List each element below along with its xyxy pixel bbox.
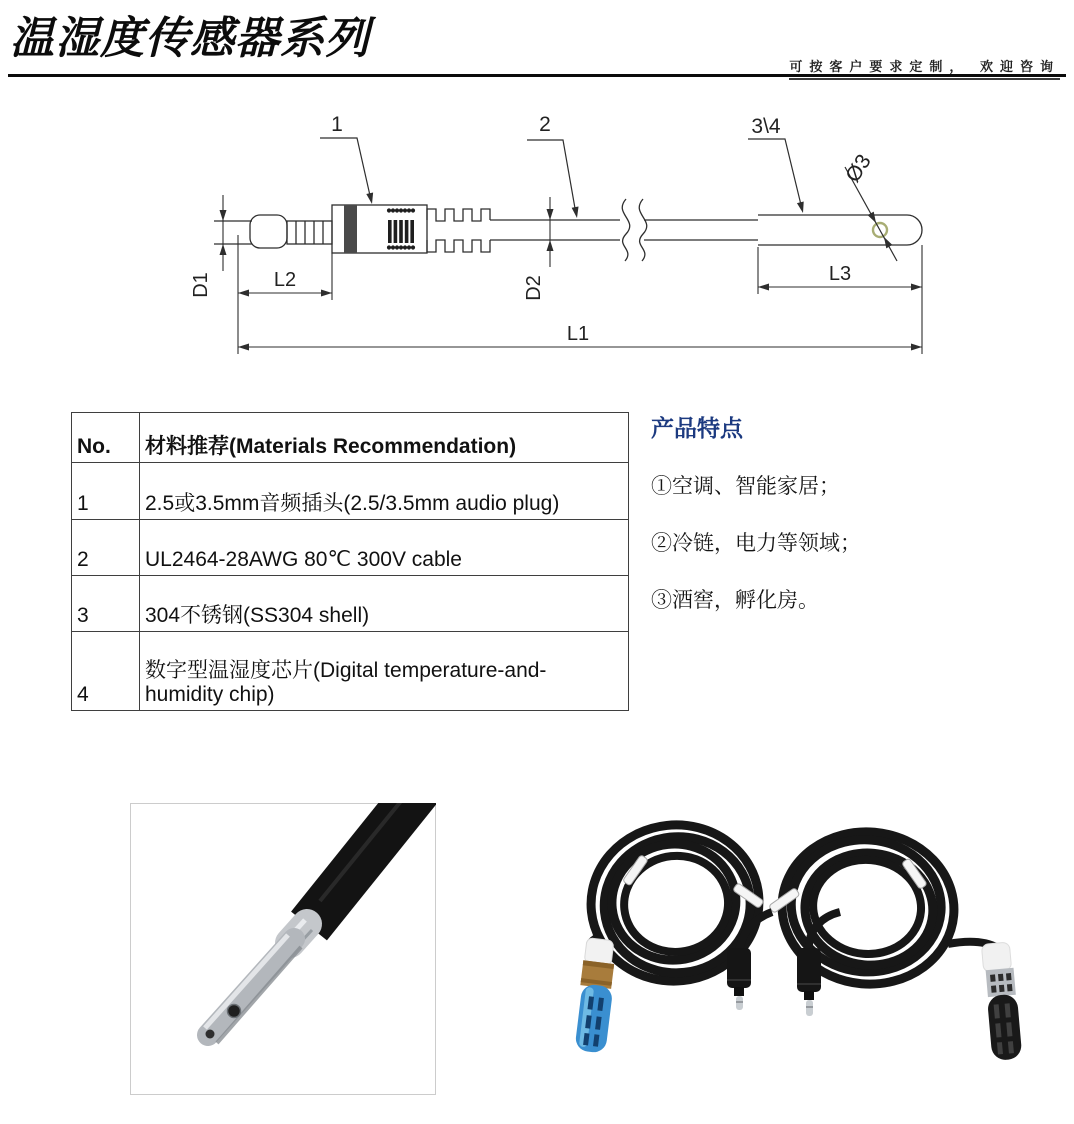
cable-break-icon xyxy=(622,199,630,261)
probe-shell xyxy=(758,215,922,245)
black-sensor-probe xyxy=(981,942,1022,1061)
strain-relief xyxy=(427,209,490,221)
row-no: 3 xyxy=(72,576,140,632)
dimension-l1-label: L1 xyxy=(566,323,590,345)
technical-drawing xyxy=(0,95,1074,380)
dimension-d2-label: D2 xyxy=(523,275,545,301)
callout-plug-label: 1 xyxy=(331,113,343,136)
dimension-l3-label: L3 xyxy=(828,263,852,285)
table-row xyxy=(72,520,629,576)
features-heading: 产品特点 xyxy=(651,415,743,441)
product-features xyxy=(651,410,1051,614)
materials-table xyxy=(71,412,629,711)
dimension-l2-label: L2 xyxy=(273,269,297,291)
feature-item: ③酒窖，孵化房。 xyxy=(651,589,819,612)
table-row xyxy=(72,632,629,711)
table-header-row xyxy=(72,413,629,463)
row-no: 4 xyxy=(72,632,140,711)
row-material: UL2464-28AWG 80℃ 300V cable xyxy=(140,520,629,576)
feature-item: ①空调、智能家居； xyxy=(651,475,840,498)
table-row xyxy=(72,463,629,520)
row-no: 1 xyxy=(72,463,140,520)
probe-hole xyxy=(228,1005,241,1018)
row-material: 304不锈钢(SS304 shell) xyxy=(140,576,629,632)
plug-tip xyxy=(250,215,287,248)
plug-rings xyxy=(287,221,332,244)
page-title: 温湿度传感器系列 xyxy=(10,14,370,63)
row-material: 2.5或3.5mm音频插头(2.5/3.5mm audio plug) xyxy=(140,463,629,520)
callout-probe-label: 3\4 xyxy=(751,115,781,138)
photo-probe-closeup xyxy=(130,803,436,1095)
row-material: 数字型温湿度芯片(Digital temperature-and-humidity chip) xyxy=(140,632,629,711)
row-no: 2 xyxy=(72,520,140,576)
column-header-material: 材料推荐(Materials Recommendation) xyxy=(140,413,629,463)
table-row xyxy=(72,576,629,632)
photo-cables-pair xyxy=(528,812,1038,1112)
audio-plug xyxy=(727,948,751,1010)
dimension-d1-label: D1 xyxy=(190,272,212,298)
customization-note: 可按客户要求定制， 欢迎咨询 xyxy=(789,56,1060,80)
blue-sensor-probe xyxy=(572,937,619,1053)
hole-diameter-label: Ø3 xyxy=(841,150,876,187)
feature-item: ②冷链，电力等领域； xyxy=(651,532,861,555)
audio-plug xyxy=(797,948,821,1016)
column-header-no: No. xyxy=(72,413,140,463)
callout-cable-label: 2 xyxy=(539,113,551,136)
